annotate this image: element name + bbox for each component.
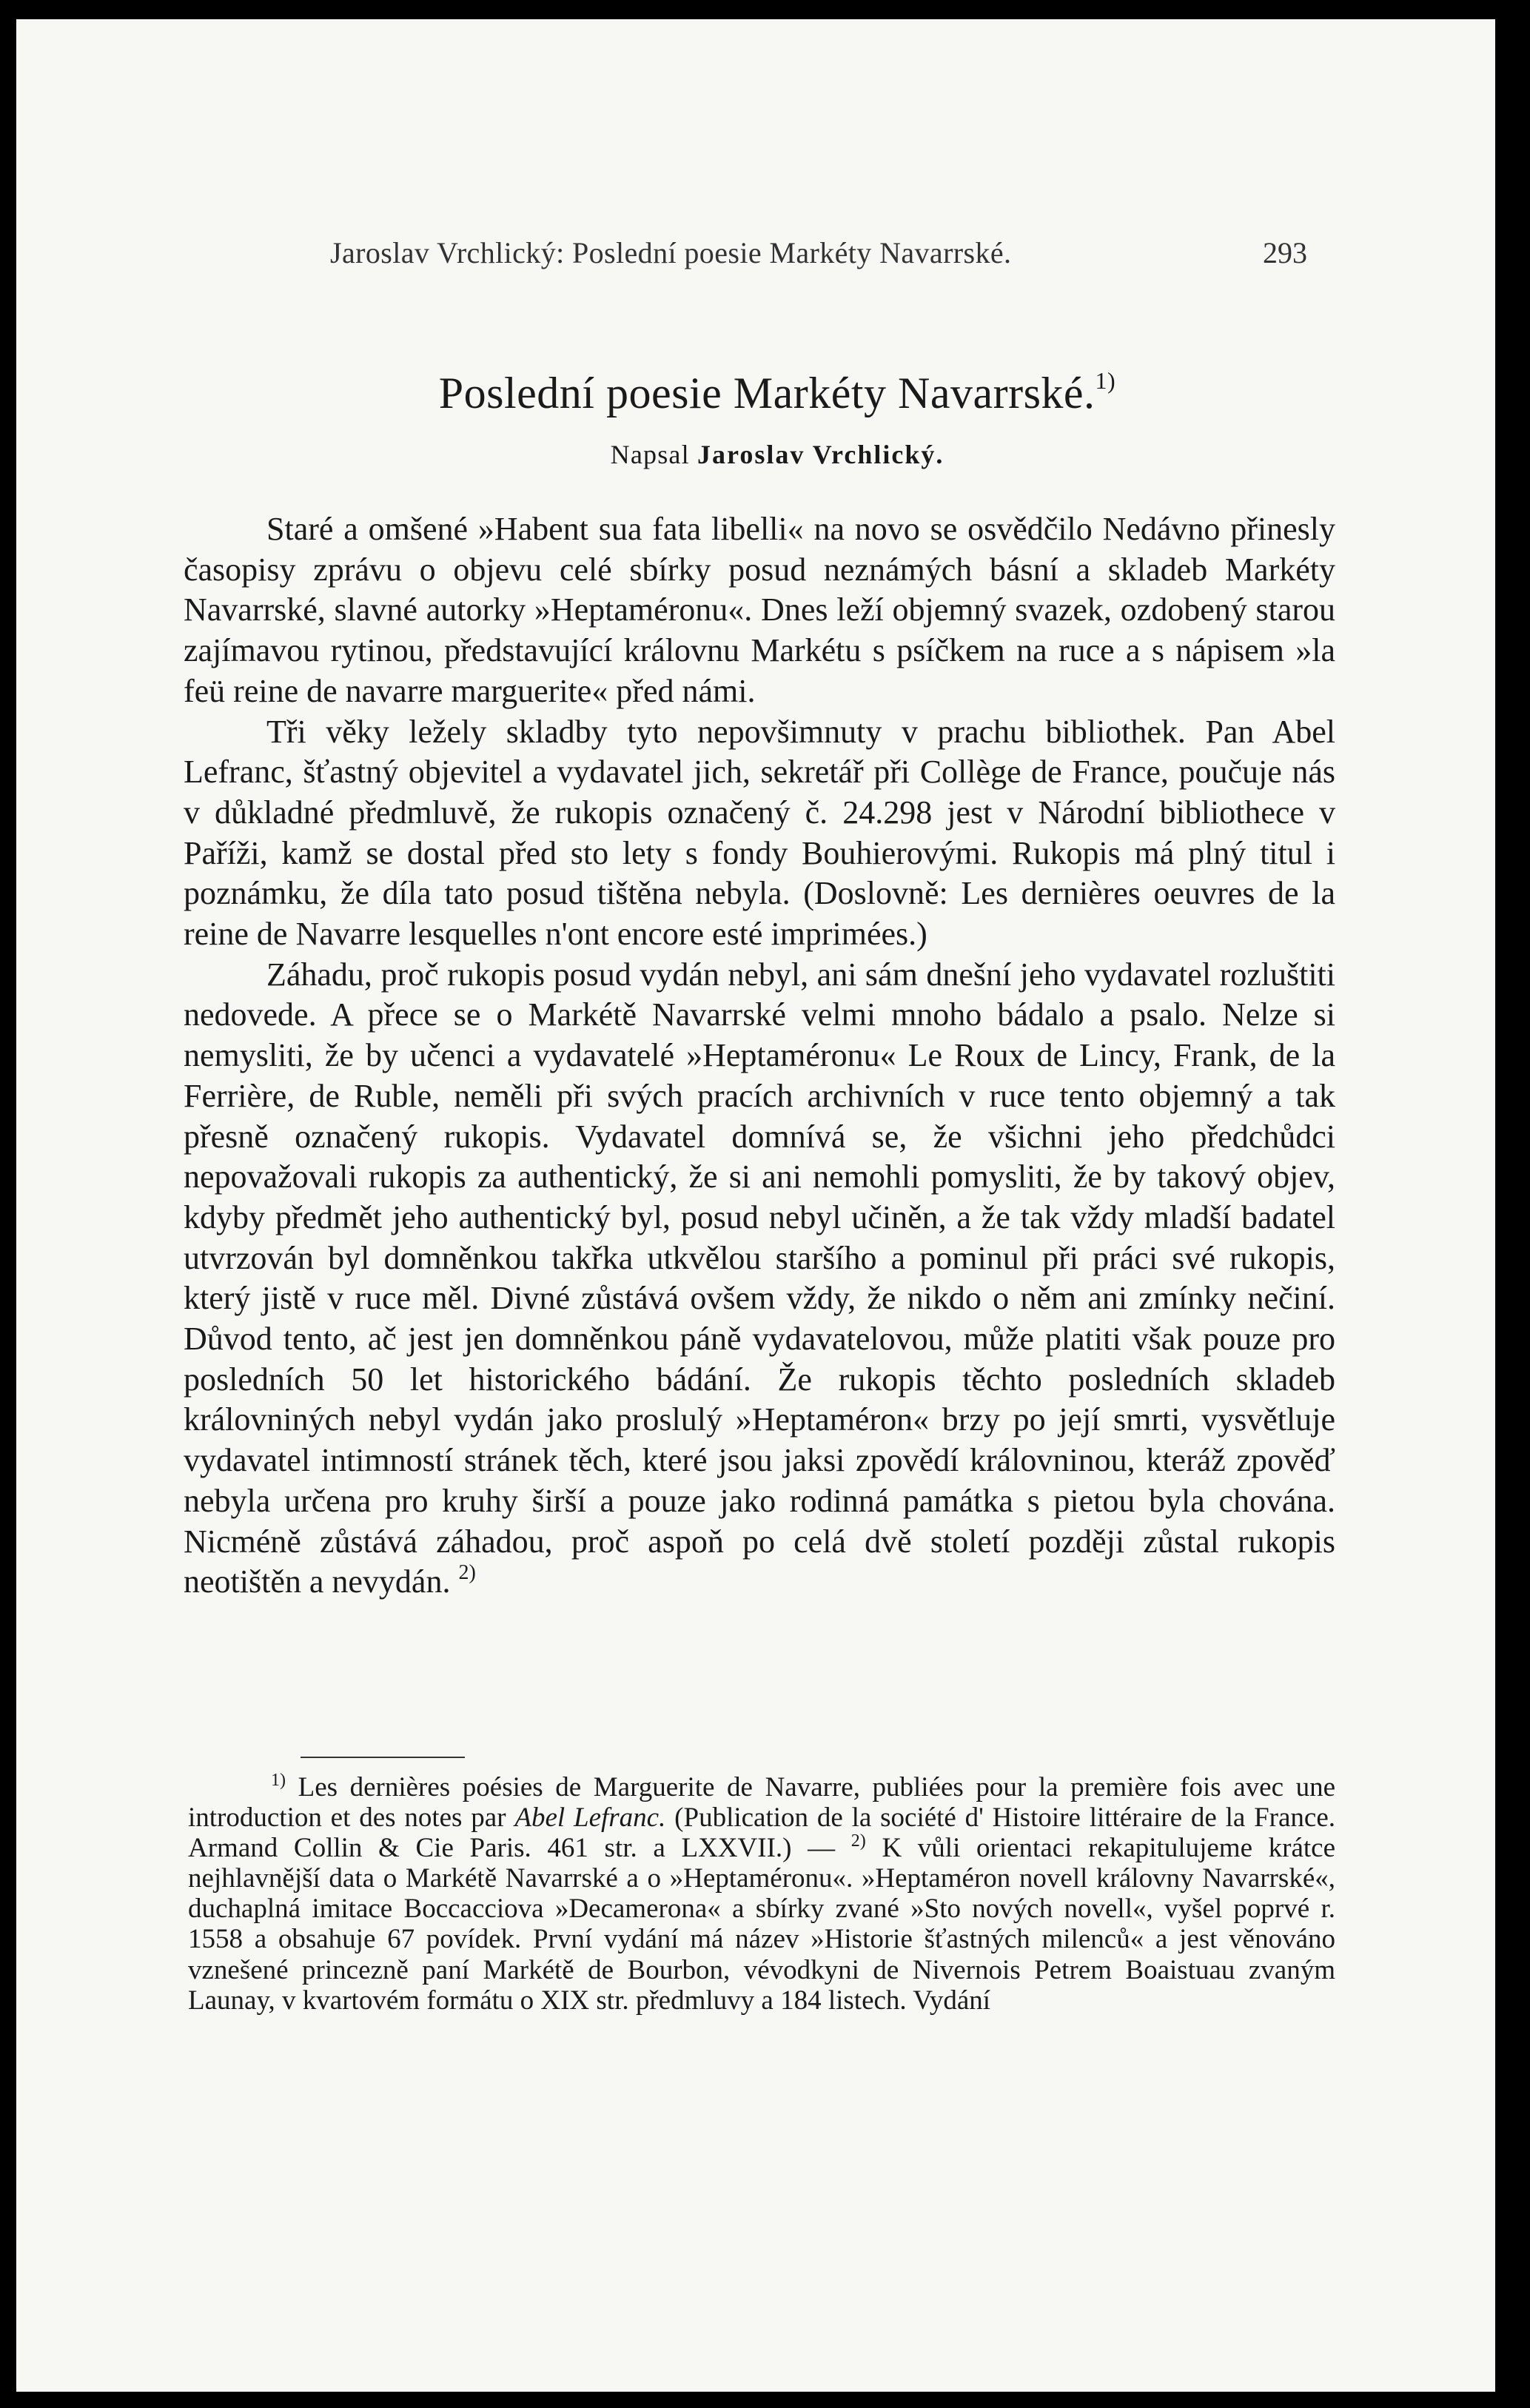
paragraph-3-footnote-mark: 2) xyxy=(458,1561,476,1585)
article-title-text: Poslední poesie Markéty Navarrské. xyxy=(438,369,1096,417)
footnote-1-text-a: Les dernières poésies de Marguerite de Navarre, publiées pour la première fois avec une introduction et des notes par xyxy=(188,1772,1336,1834)
paragraph-3 xyxy=(184,955,1335,1603)
running-head-title: Jaroslav Vrchlický: Poslední poesie Markéty Navarrské. xyxy=(330,236,1012,269)
running-head xyxy=(330,235,1307,280)
paragraph-2: Tři věky ležely skladby tyto nepovšimnuty v prachu bibliothek. Pan Abel Lefranc, šťastný objevitel a vydavatel jich, sekretář při Collège de France, poučuje nás v důkladné předmluvě, že rukopis označený č. 24.298 jest v Národní bibliothece v Paříži, kamž se dostal před sto lety s fondy Bouhierovými. Rukopis má plný titul i poznámku, že díla tato posud tištěna nebyla. (Doslovně: Les dernières oeuvres de la reine de Navarre lesquelles n'ont encore esté imprimées.) xyxy=(184,713,1335,953)
paragraph-1: Staré a omšené »Habent sua fata libelli« na novo se osvědčilo Nedávno přinesly časopisy zprávu o objevu celé sbírky posud neznámých básní a skladeb Markéty Navarrské, slavné autorky »Heptaméronu«. Dnes leží objemný svazek, ozdobený starou zajímavou rytinou, představující královnu Markétu s psíčkem na ruce a s nápisem »la feü reine de navarre marguerite« před námi. xyxy=(184,511,1335,709)
page-number: 293 xyxy=(1263,236,1307,269)
footnote-1-text-b: (Publication de la société d' Histoire littéraire de la France. Armand Collin & Cie Paris. 461 str. a LXXVII.) — xyxy=(188,1802,1336,1864)
footnote-block xyxy=(188,1772,1335,2016)
footnote-2-text: K vůli orientaci rekapitulujeme krátce nejhlavnější data o Markétě Navarrské a o »Heptaméronu«. »Heptaméron novell královny Navarrské«, duchaplná imitace Boccacciova »Decamerona« a sbírky zvané »Sto nových novell«, vyšel poprvé r. 1558 a obsahuje 67 povídek. První vydání má název »Historie šťastných milenců« a jest věnováno vznešené princezně paní Markétě de Bourbon, vévodkyni de Nivernois Petrem Boaistuau zvaným Launay, v kvartovém formátu o XIX str. předmluvy a 184 listech. Vydání xyxy=(188,1833,1336,2016)
article-title xyxy=(185,367,1369,419)
footnote-2-mark: 2) xyxy=(850,1831,866,1851)
footnote-1-author: Abel Lefranc. xyxy=(514,1802,666,1834)
byline-author: Jaroslav Vrchlický. xyxy=(697,440,944,469)
paragraph-3-text: Záhadu, proč rukopis posud vydán nebyl, ani sám dnešní jeho vydavatel rozluštiti nedovede. A přece se o Markétě Navarrské velmi mnoho bádalo a psalo. Nelze si nemysliti, že by učenci a vydavatelé »Heptaméronu« Le Roux de Lincy, Frank, de la Ferrière, de Ruble, neměli při svých pracích archivních v ruce tento objemný a tak přesně označený rukopis. Vydavatel domnívá se, že všichni jeho předchůdci nepovažovali rukopis za authentický, že si ani nemohli pomysliti, že by takový objev, kdyby předmět jeho authentický byl, posud nebyl učiněn, a že tak vždy mladší badatel utvrzován byl domněnkou takřka utkvělou staršího a pominul při práci své rukopis, který jistě v ruce měl. Divné zůstává ovšem vždy, že nikdo o něm ani zmínky nečiní. Důvod tento, ač jest jen domněnkou páně vydavatelovou, může platiti však pouze pro posledních 50 let historického bádání. Že rukopis těchto posledních skladeb královniných nebyl vydán jako proslulý »Heptaméron« brzy po její smrti, vysvětluje vydavatel intimností stránek těch, které jsou jaksi zpovědí královninou, kteráž zpověď nebyla určena pro kruhy širší a pouze jako rodinná památka s pietou byla chována. Nicméně zůstává záhadou, proč aspoň po celá dvě století později zůstal rukopis neotištěn a nevydán. xyxy=(184,956,1335,1600)
footnote-divider xyxy=(301,1757,465,1758)
article-body xyxy=(184,509,1335,1603)
title-footnote-mark: 1) xyxy=(1095,367,1116,394)
footnotes xyxy=(188,1772,1335,2016)
byline xyxy=(185,439,1369,470)
footnote-1-mark: 1) xyxy=(271,1771,286,1790)
byline-prefix: Napsal xyxy=(610,440,690,469)
